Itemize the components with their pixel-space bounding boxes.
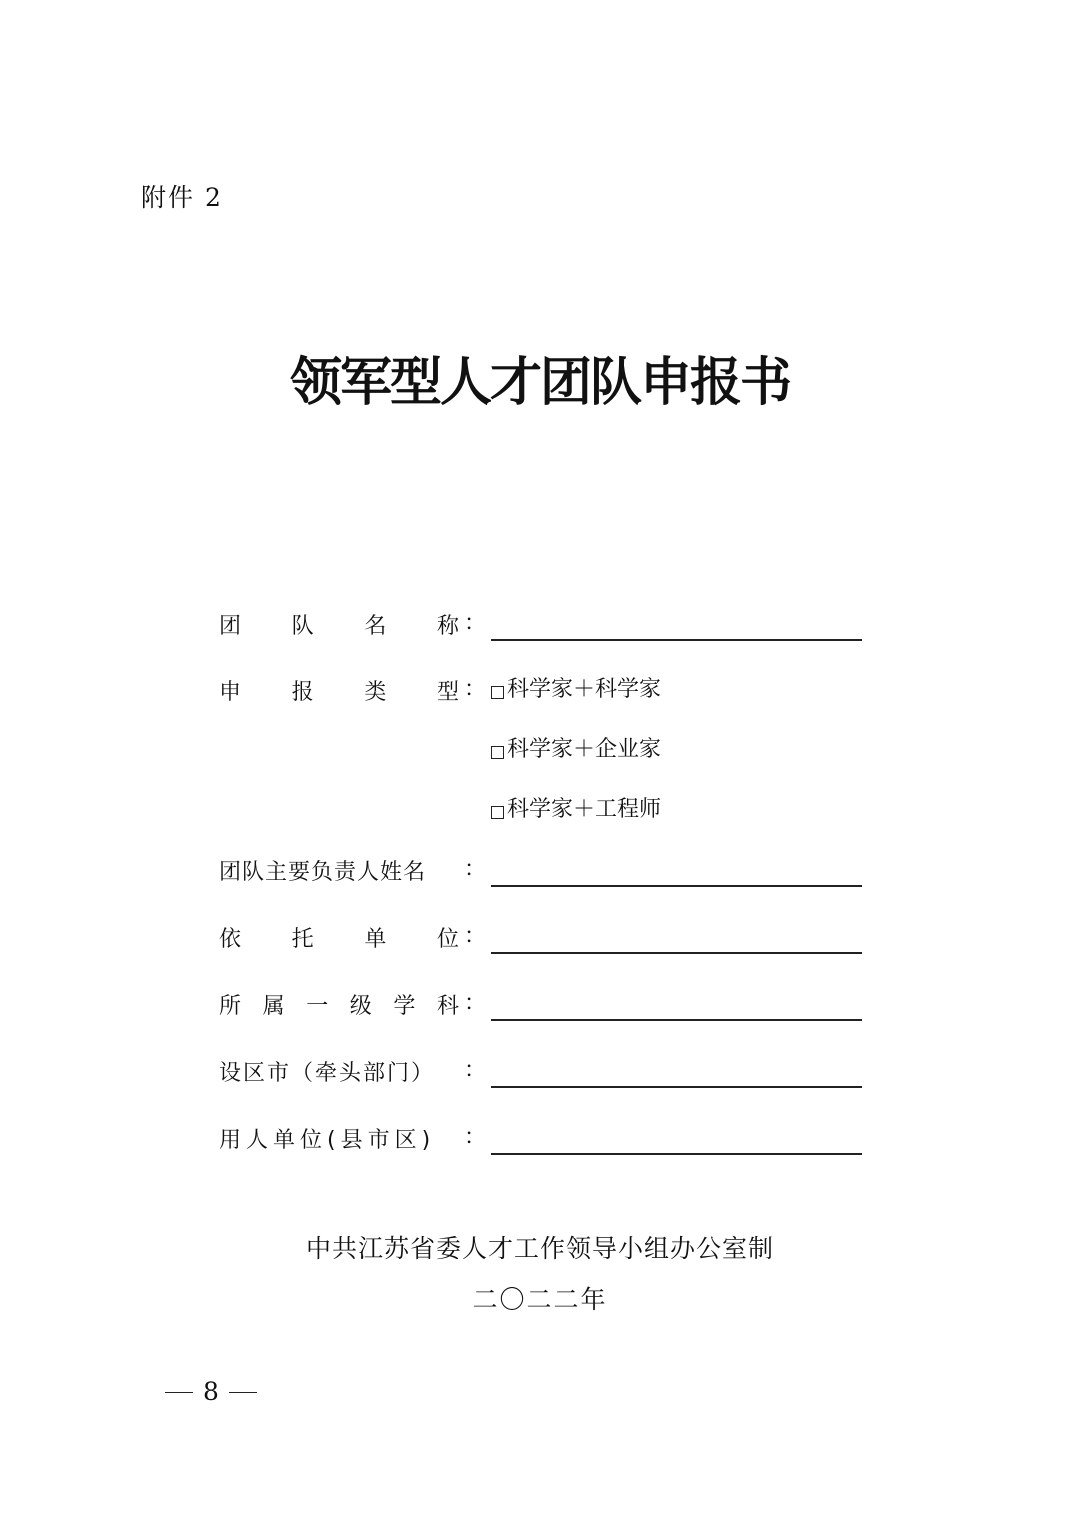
issuer: 中共江苏省委人才工作领导小组办公室制 [305,1234,774,1263]
document-title: 领军型人才团队申报书 [289,352,790,413]
primary-discipline-blank[interactable] [491,1019,862,1021]
dash-right [229,1392,257,1393]
attachment-label: 附件 2 [141,183,223,212]
colon: ： [463,677,486,702]
field-label: 用人单位(县市区) [219,1127,436,1153]
colon: ： [463,1125,486,1150]
field-primary-discipline [219,987,862,1021]
host-unit-blank[interactable] [491,952,862,954]
page-number: 8 [165,1374,257,1410]
report-type-option-1[interactable]: 科学家＋科学家 [491,673,661,707]
field-team-name [219,607,862,641]
field-label: 依 托 单 位 [219,926,459,952]
field-label: 设区市（牵头部门） [219,1060,436,1086]
dash-left [165,1392,193,1393]
field-label: 团 队 名 称 [219,613,459,639]
report-type-option-2[interactable]: 科学家＋企业家 [491,733,661,767]
checkbox-icon[interactable] [491,746,504,759]
colon: ： [463,991,486,1016]
checkbox-icon[interactable] [491,806,504,819]
field-label: 团队主要负责人姓名 [219,859,427,885]
city-lead-department-blank[interactable] [491,1086,862,1088]
colon: ： [463,1058,486,1083]
field-report-type [219,673,661,707]
field-city-lead-department [219,1054,862,1088]
colon: ： [463,611,486,636]
team-name-blank[interactable] [491,639,862,641]
report-type-option-3[interactable]: 科学家＋工程师 [491,793,661,827]
field-label: 申 报 类 型 [219,679,459,705]
employer-county-blank[interactable] [491,1153,862,1155]
field-host-unit [219,920,862,954]
colon: ： [463,924,486,949]
team-leader-name-blank[interactable] [491,885,862,887]
field-label: 所 属 一 级 学 科 [219,993,459,1019]
issue-year: 二〇二二年 [472,1285,608,1314]
field-employer-county [219,1121,862,1155]
colon: ： [463,857,486,882]
field-team-leader-name [219,853,862,887]
checkbox-icon[interactable] [491,686,504,699]
